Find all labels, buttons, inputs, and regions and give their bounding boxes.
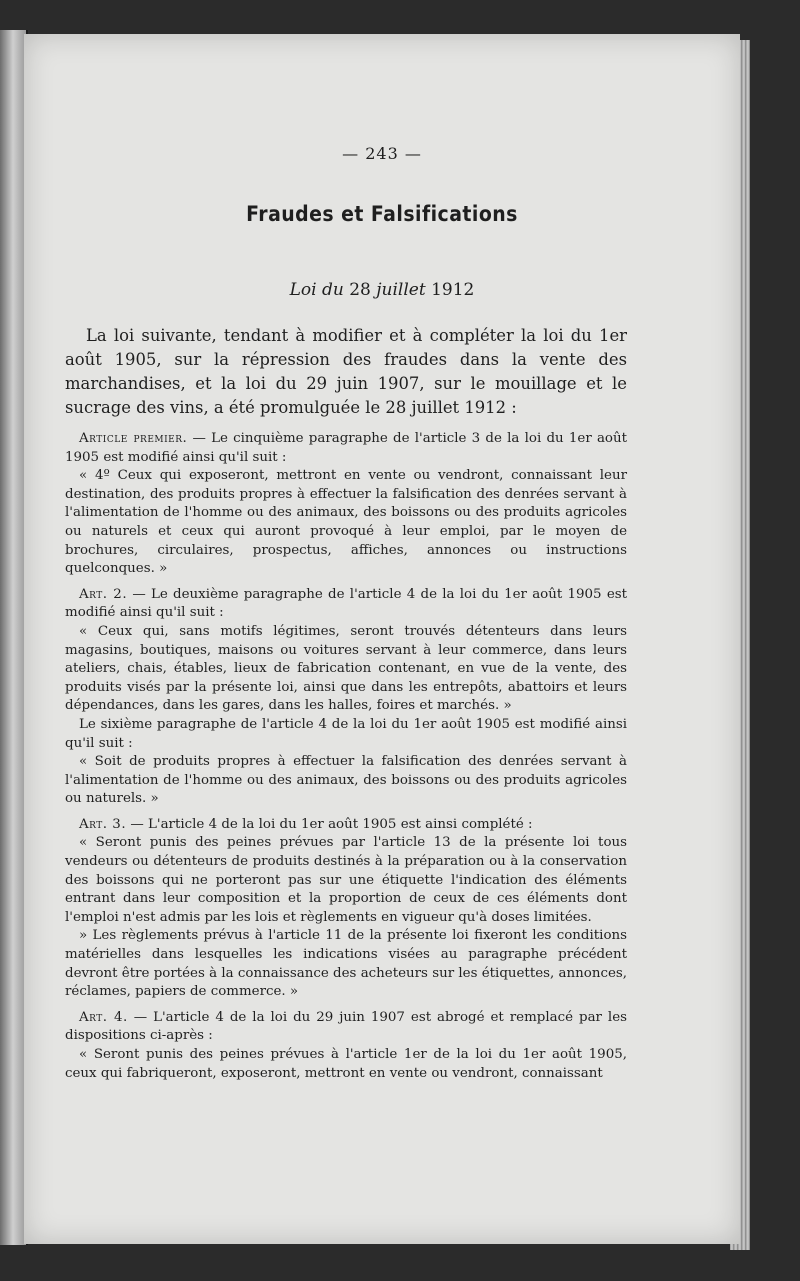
article-2-quote-2: « Soit de produits propres à effectuer la falsification des denrées servant à l'alimentation de l'homme ou des animaux, des boissons ou des produits agricoles ou naturels. » bbox=[65, 754, 627, 807]
article-1-text: — Le cinquième paragraphe de l'article 3 de la loi du 1er août 1905 est modifié ainsi qu'il suit : bbox=[65, 431, 627, 465]
article-4-text: — L'article 4 de la loi du 29 juin 1907 est abrogé et remplacé par les dispositions ci-après : bbox=[65, 1009, 627, 1044]
page-number: — 243 — bbox=[342, 144, 422, 163]
article-1 bbox=[65, 430, 627, 467]
intro-paragraph: La loi suivante, tendant à modifier et à compléter la loi du 1er août 1905, sur la répression des fraudes dans la vente des marchandises, et la loi du 29 juin 1907, sur le mouillage et le sucrage des vins, a été promulguée le 28 juillet 1912 : bbox=[65, 326, 627, 417]
page-body bbox=[65, 324, 627, 1083]
article-1-label: Article premier. bbox=[79, 431, 188, 446]
article-3 bbox=[65, 816, 627, 835]
subtitle-part-3: juillet bbox=[376, 280, 426, 300]
article-4 bbox=[65, 1009, 627, 1046]
article-3-quote-1: « Seront punis des peines prévues par l'article 13 de la présente loi tous vendeurs ou détenteurs de produits destinés à la préparation ou à la conservation des boissons qui ne porteront pas sur une étiquette l'indication des éléments entrant dans leur composition et la proportion de ceux de ces éléments dont l'emploi n'est admis par les lois et règlements en vigueur qu'à doses limitées. bbox=[65, 835, 627, 925]
article-3-text: — L'article 4 de la loi du 1er août 1905 est ainsi complété : bbox=[126, 816, 533, 832]
article-2-text: — Le deuxième paragraphe de l'article 4 de la loi du 1er août 1905 est modifié ainsi qu'il suit : bbox=[65, 586, 627, 621]
article-2 bbox=[65, 586, 627, 623]
article-1-quote: « 4º Ceux qui exposeront, mettront en vente ou vendront, connaissant leur destination, des produits propres à effectuer la falsification des denrées servant à l'alimentation de l'homme ou des animaux, des boissons ou des produits agricoles ou naturels et ceux qui auront provoqué à leur emploi, par le moyen de brochures, circulaires, prospectus, affiches, annonces ou instructions quelconques. » bbox=[65, 468, 627, 577]
subtitle-part-4: 1912 bbox=[431, 280, 475, 300]
page-title: Fraudes et Falsifications bbox=[246, 202, 518, 226]
subtitle-part-1: Loi du bbox=[289, 280, 344, 300]
article-2-para: Le sixième paragraphe de l'article 4 de la loi du 1er août 1905 est modifié ainsi qu'il suit : bbox=[65, 716, 627, 751]
article-3-label: Art. 3. bbox=[79, 816, 127, 832]
page-subtitle bbox=[24, 280, 740, 300]
article-3-quote-2: » Les règlements prévus à l'article 11 de la présente loi fixeront les conditions matérielles dans lesquelles les indications visées au paragraphe précédent devront être portées à la connaissance des acheteurs sur les étiquettes, annonces, réclames, papiers de commerce. » bbox=[65, 928, 627, 1000]
book-page bbox=[24, 34, 740, 1244]
article-4-label: Art. 4. bbox=[79, 1009, 128, 1025]
subtitle-part-2: 28 bbox=[349, 280, 371, 300]
article-2-label: Art. 2. bbox=[79, 586, 128, 602]
article-2-quote-1: « Ceux qui, sans motifs légitimes, seront trouvés détenteurs dans leurs magasins, boutiques, maisons ou voitures servant à leur commerce, dans leurs ateliers, chais, étables, lieux de fabrication contenant, en vue de la vente, des produits visés par la présente loi, ainsi que dans les entrepôts, abattoirs et leurs dépendances, dans les gares, dans les halles, foires et marchés. » bbox=[65, 623, 627, 714]
article-4-quote: « Seront punis des peines prévues à l'article 1er de la loi du 1er août 1905, ceux qui fabriqueront, exposeront, mettront en vente ou vendront, connaissant bbox=[65, 1047, 627, 1081]
